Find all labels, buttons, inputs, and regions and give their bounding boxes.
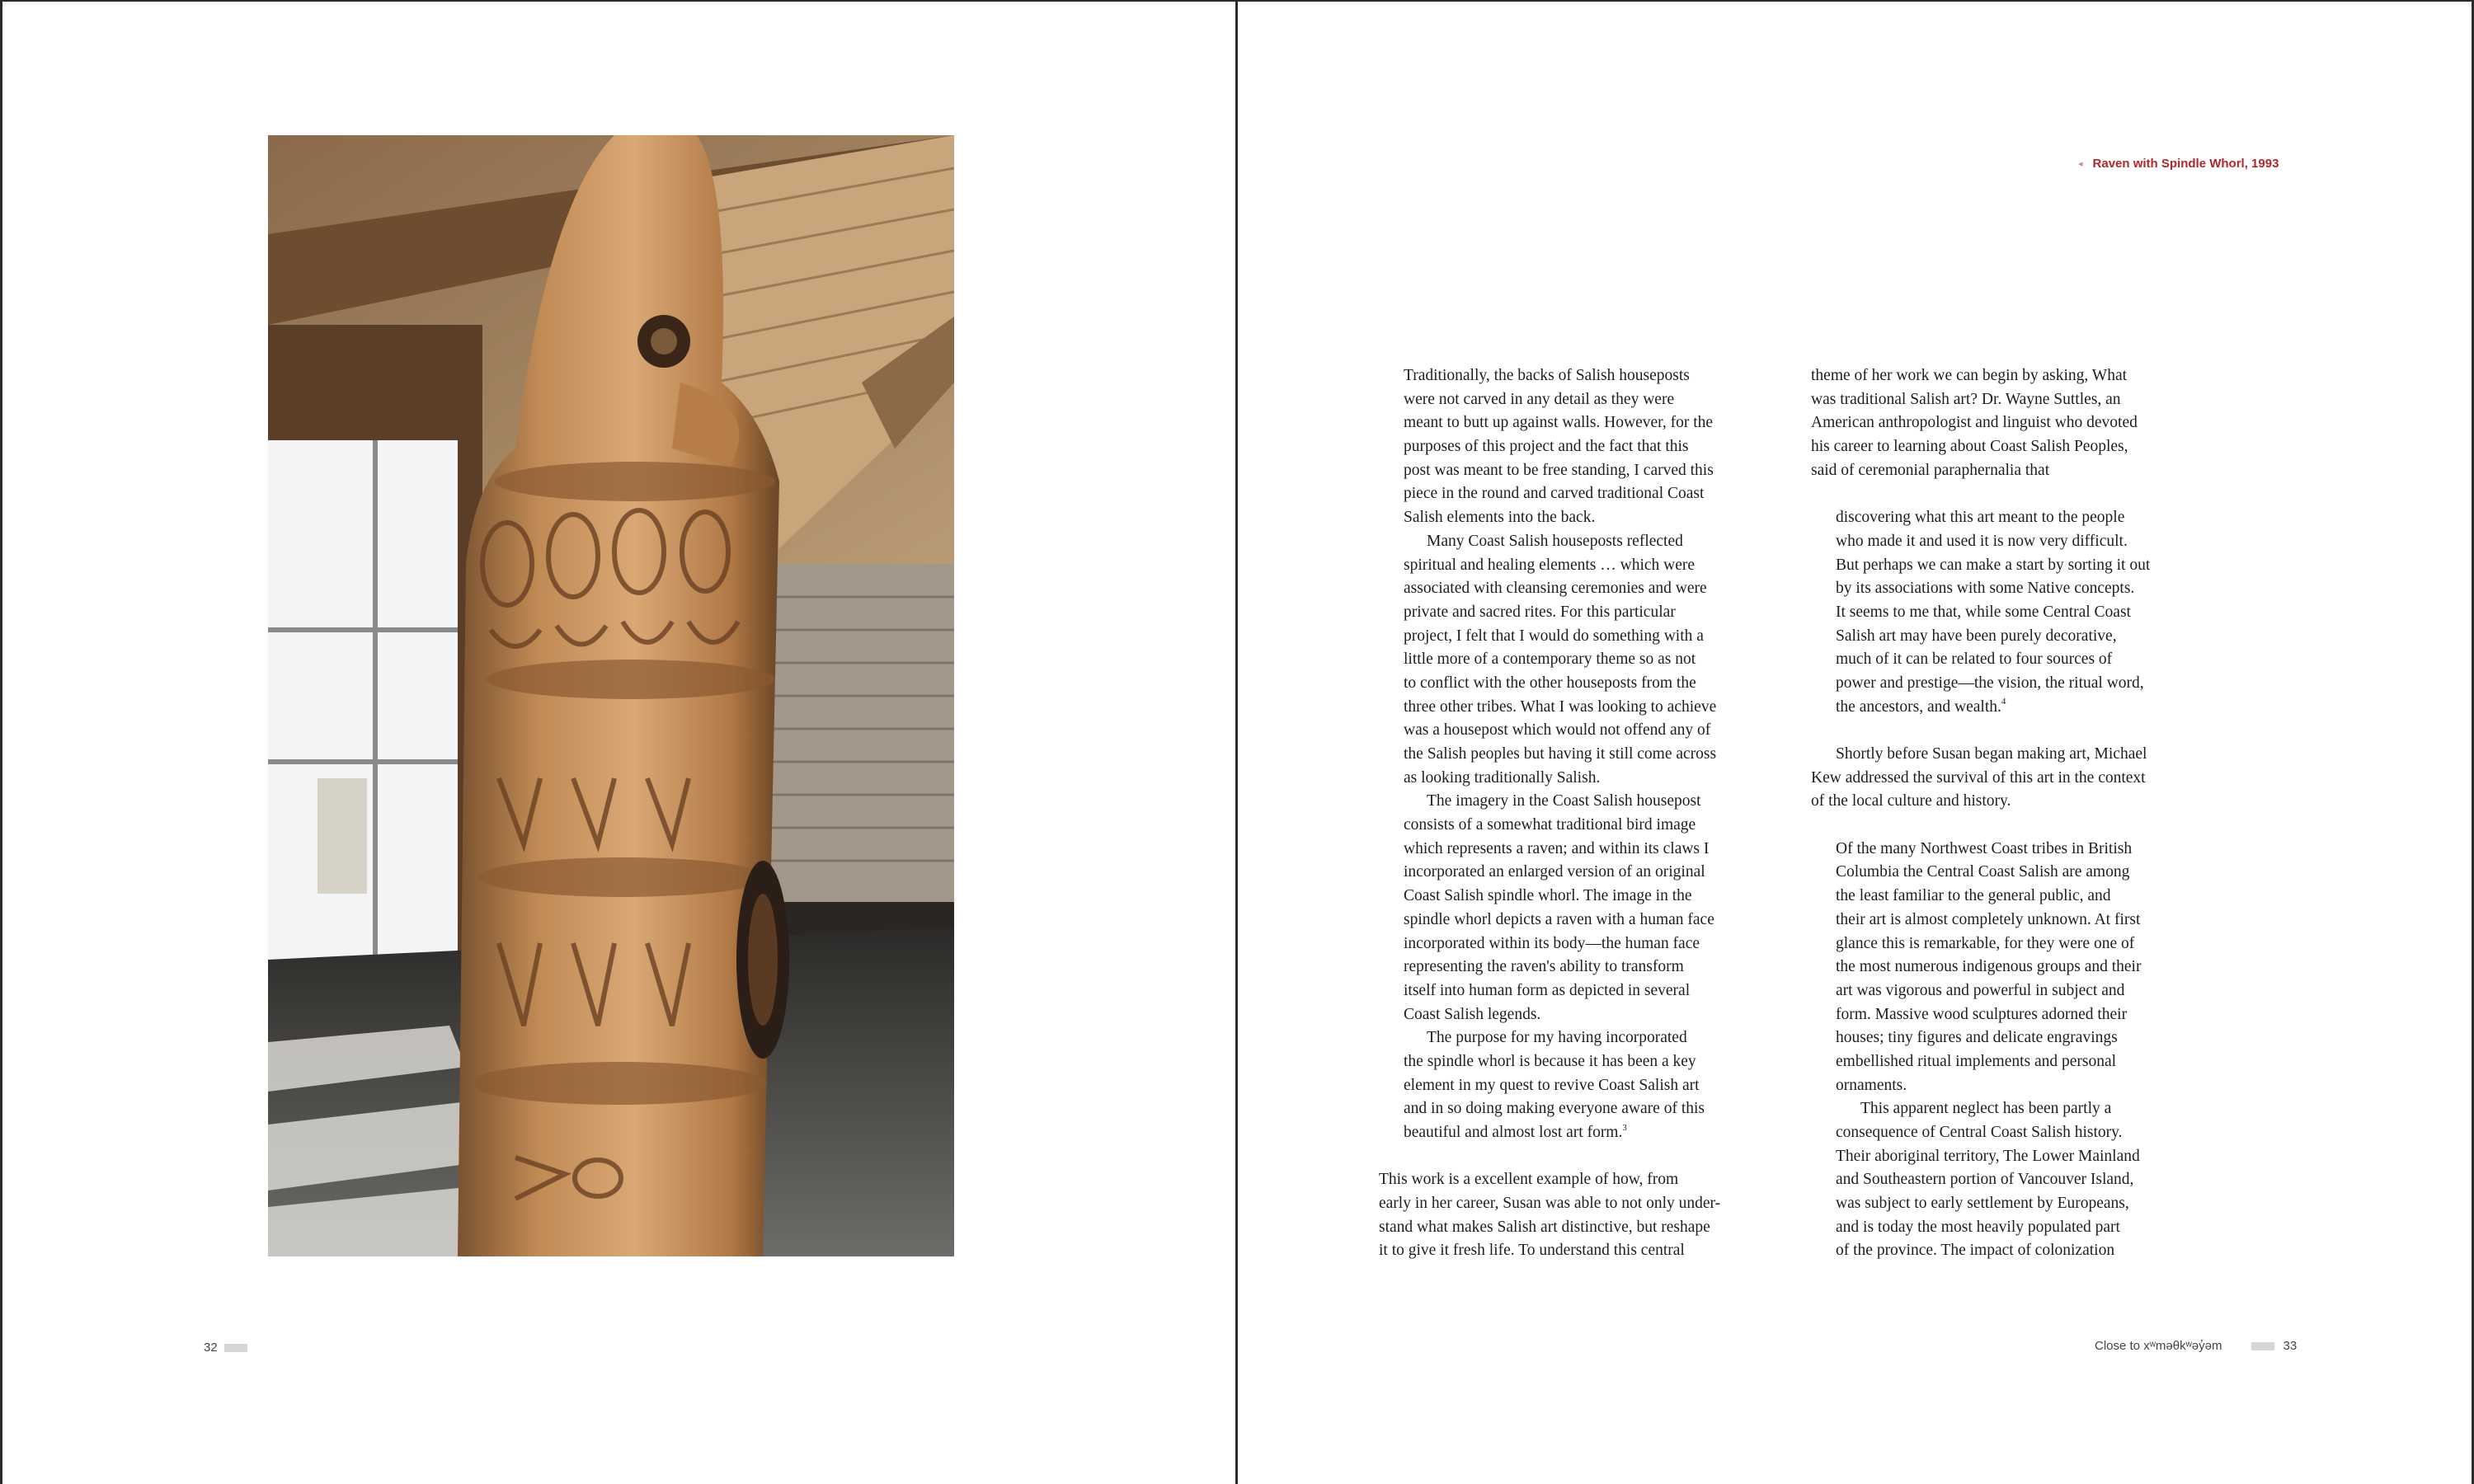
page-number-right: 33 [2283,1339,2298,1353]
text-line: The purpose for my having incorporated [1427,1029,1687,1047]
figure-caption [2078,157,2279,171]
text-line: Salish elements into the back. [1404,509,1596,527]
folio-right [2095,1339,2297,1353]
folio-bar-right [2251,1342,2274,1350]
text-line: spiritual and healing elements … which were [1404,556,1696,574]
text-line: form. Massive wood sculptures adorned their [1836,1005,2128,1023]
paragraph-gap [1811,719,2215,743]
text-line: his career to learning about Coast Salish Peoples, [1811,438,2128,456]
text-line: as looking traditionally Salish. [1404,768,1601,787]
text-line: it to give it fresh life. To understand this central [1379,1242,1685,1260]
body-column-left [1379,364,1783,1263]
text-line: element in my quest to revive Coast Salish art [1404,1076,1700,1094]
text-line: the spindle whorl is because it has been a key [1404,1052,1696,1070]
text-line: consequence of Central Coast Salish history. [1836,1124,2123,1141]
text-line: little more of a contemporary theme so as not [1404,650,1696,669]
text-line: Shortly before Susan began making art, Michael [1836,745,2147,763]
text-line: American anthropologist and linguist who devoted [1811,414,2138,432]
text-line: incorporated within its body—the human face [1404,934,1700,952]
text-line: art was vigorous and powerful in subject and [1836,981,2125,999]
paragraph-gap [1811,814,2215,838]
text-line: who made it and used it is now very difficult. [1836,532,2128,550]
text-line: project, I felt that I would do something with a [1404,627,1704,645]
caption-text: Raven with Spindle Whorl, 1993 [2092,157,2279,171]
text-line: This work is a excellent example of how, from [1379,1171,1679,1189]
page-number-left: 32 [204,1341,218,1355]
text-line: incorporated an enlarged version of an original [1404,863,1705,881]
text-line: Columbia the Central Coast Salish are among [1836,863,2130,881]
text-line: Their aboriginal territory, The Lower Mainland [1836,1147,2140,1165]
text-line: ornaments. [1836,1076,1907,1094]
text-line: was a housepost which would not offend any of [1404,721,1711,740]
text-line: to conflict with the other houseposts from the [1404,674,1696,692]
text-line: This apparent neglect has been partly a [1860,1100,2112,1118]
caption-arrow-icon: ◂ [2078,159,2083,169]
text-line: early in her career, Susan was able to not only under- [1379,1195,1721,1213]
text-line: houses; tiny figures and delicate engravings [1836,1029,2118,1047]
text-line: three other tribes. What I was looking to achieve [1404,697,1717,716]
text-line: theme of her work we can begin by asking, What [1811,367,2128,384]
text-line: representing the raven's ability to transform [1404,958,1684,976]
body-column-right [1811,364,2215,1263]
folio-bar-left [224,1344,247,1352]
text-line: Coast Salish spindle whorl. The image in the [1404,887,1692,905]
left-page [0,0,1235,1484]
text-line: was traditional Salish art? Dr. Wayne Suttles, an [1811,390,2121,408]
text-line: which represents a raven; and within its claws I [1404,839,1710,857]
text-line: itself into human form as depicted in several [1404,981,1691,999]
text-line: spindle whorl depicts a raven with a human face [1404,910,1714,928]
text-line: beautiful and almost lost art form. [1404,1124,1623,1141]
text-line: Salish art may have been purely decorative, [1836,627,2117,645]
text-line: Many Coast Salish houseposts reflected [1427,532,1683,550]
housepost-image [268,135,954,1256]
quote-end-line [1379,1121,1783,1145]
text-line: was subject to early settlement by Europeans, [1836,1195,2129,1213]
footnote-ref: 4 [2001,697,2006,707]
text-line: the least familiar to the general public, and [1836,887,2111,905]
text-line: piece in the round and carved traditional Coast [1404,485,1705,503]
text-line: The imagery in the Coast Salish housepost [1427,792,1701,810]
text-line: associated with cleansing ceremonies and were [1404,580,1707,598]
text-line: private and sacred rites. For this particular [1404,603,1676,621]
text-line: It seems to me that, while some Central Coast [1836,603,2131,621]
text-line: meant to butt up against walls. However, for the [1404,414,1714,432]
text-line: the Salish peoples but having it still come across [1404,745,1717,763]
text-line: of the local culture and history. [1811,792,2011,810]
text-line: But perhaps we can make a start by sorting it out [1836,556,2151,574]
text-line: by its associations with some Native concepts. [1836,580,2135,598]
paragraph-gap [1811,482,2215,506]
text-line: purposes of this project and the fact that this [1404,438,1689,456]
running-title: Close to xʷməθkʷəy̓əm [2095,1339,2222,1353]
footnote-ref: 3 [1622,1122,1627,1133]
text-line: and in so doing making everyone aware of this [1404,1100,1705,1118]
housepost-photo [268,135,954,1256]
text-line: discovering what this art meant to the people [1836,509,2125,527]
text-line: and Southeastern portion of Vancouver Island, [1836,1171,2134,1189]
text-line: of the province. The impact of colonization [1836,1242,2115,1260]
text-line: Traditionally, the backs of Salish houseposts [1404,367,1690,384]
text-line: embellished ritual implements and personal [1836,1052,2117,1070]
text-line: Kew addressed the survival of this art in the context [1811,768,2146,787]
folio-left [204,1341,247,1355]
text-line: Coast Salish legends. [1404,1005,1541,1023]
text-line: their art is almost completely unknown. At first [1836,910,2141,928]
text-line: stand what makes Salish art distinctive, but reshape [1379,1218,1710,1236]
text-line: post was meant to be free standing, I carved this [1404,461,1714,479]
text-line: much of it can be related to four sources of [1836,650,2113,669]
text-line: and is today the most heavily populated part [1836,1218,2120,1236]
quote-end-line [1811,696,2215,720]
text-line: the ancestors, and wealth. [1836,697,2001,716]
text-line: consists of a somewhat traditional bird image [1404,816,1696,834]
text-line: said of ceremonial paraphernalia that [1811,461,2050,479]
text-line: were not carved in any detail as they were [1404,390,1675,408]
text-line: power and prestige—the vision, the ritual word, [1836,674,2144,692]
text-line: the most numerous indigenous groups and their [1836,958,2142,976]
paragraph-gap [1379,1145,1783,1169]
text-line: Of the many Northwest Coast tribes in British [1836,839,2133,857]
text-line: glance this is remarkable, for they were one of [1836,934,2135,952]
